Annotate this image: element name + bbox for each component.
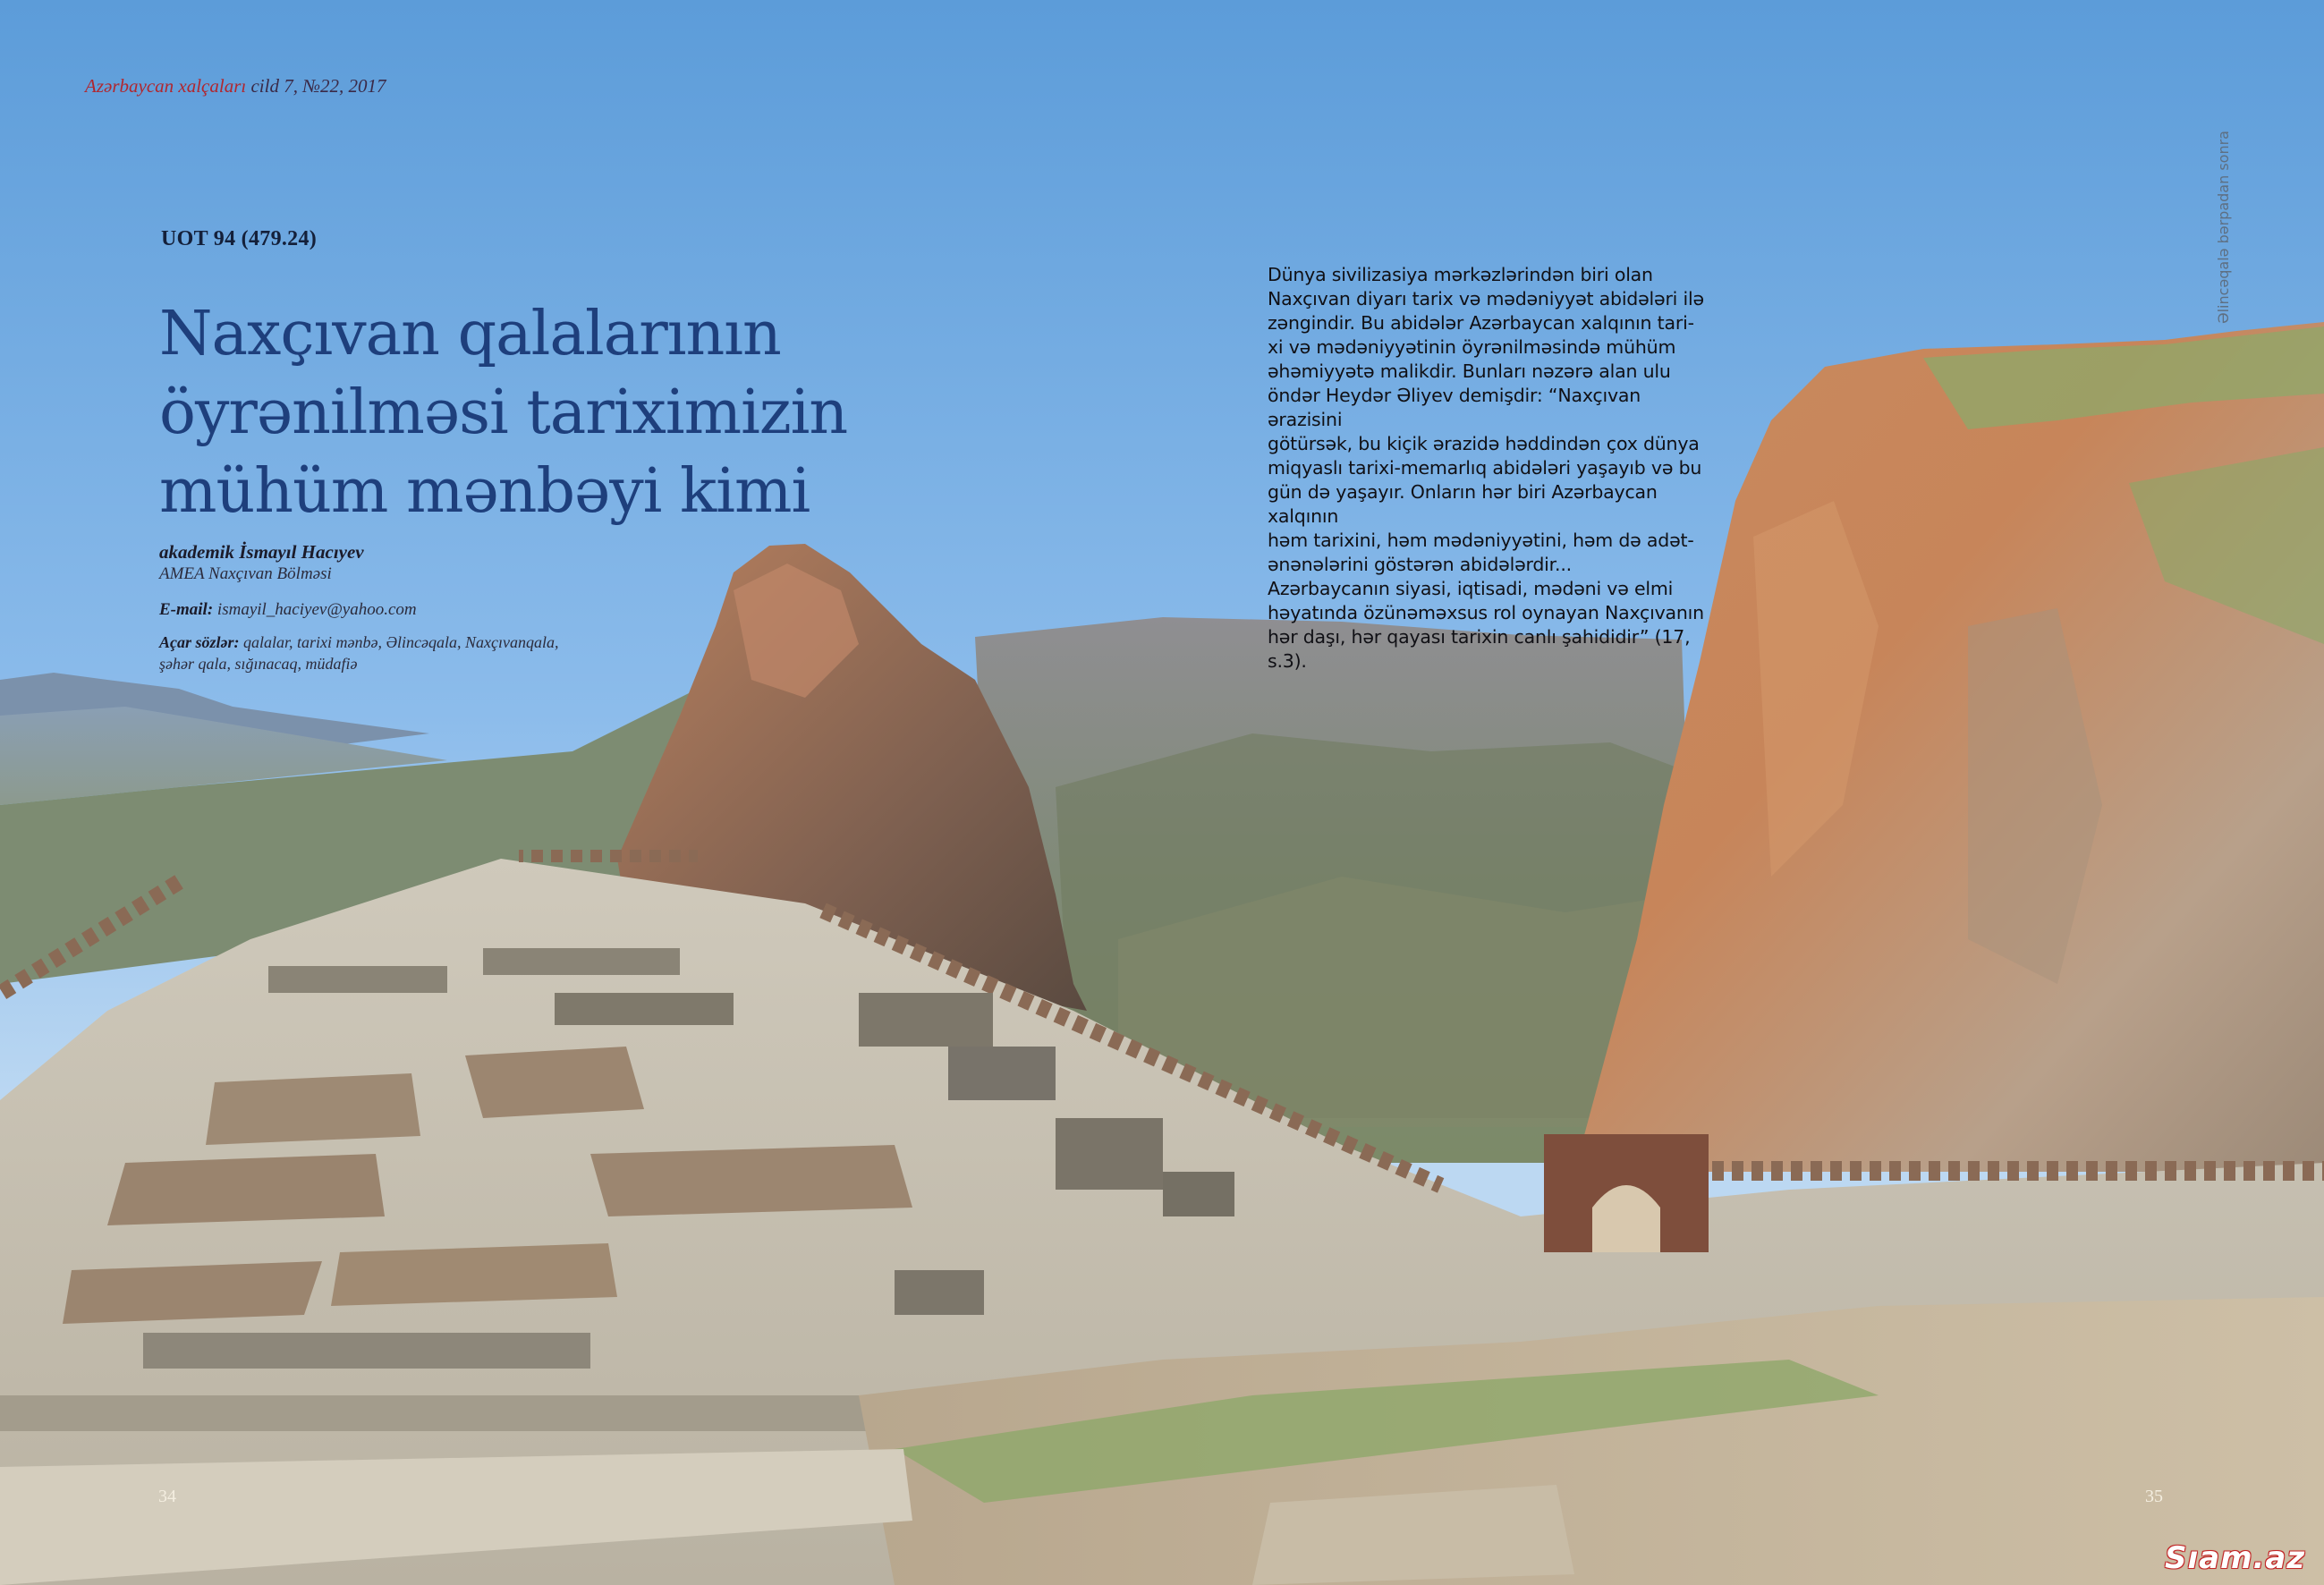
- email-label: E-mail:: [159, 600, 214, 619]
- body-line: həyatında özünəməxsus rol oynayan Naxçıvanın: [1268, 602, 1704, 623]
- body-line: öndər Heydər Əliyev demişdir: “Naxçıvan ərazisini: [1268, 385, 1641, 430]
- keywords-text: qalalar, tarixi mənbə, Əlincəqala, Naxçıvanqala,: [239, 633, 559, 651]
- title-line: mühüm mənbəyi kimi: [159, 456, 810, 527]
- email-address[interactable]: ismayil_haciyev@yahoo.com: [213, 600, 417, 619]
- title-line: öyrənilməsi tariximizin: [159, 377, 848, 448]
- body-line: gün də yaşayır. Onların hər biri Azərbaycan xalqının: [1268, 481, 1658, 527]
- body-line: miqyaslı tarixi-memarlıq abidələri yaşayıb və bu: [1268, 457, 1702, 479]
- keywords-label: Açar sözlər:: [159, 633, 240, 651]
- page-number-right: 35: [2145, 1487, 2163, 1506]
- intro-paragraph: [1268, 263, 1715, 674]
- body-line: ənənələrini göstərən abidələrdir...: [1268, 554, 1572, 575]
- title-line: Naxçıvan qalalarının: [159, 299, 781, 369]
- body-line: hər daşı, hər qayası tarixin canlı şahididir” (17, s.3).: [1268, 626, 1691, 672]
- issue-info: cild 7, №22, 2017: [246, 75, 386, 97]
- email-line: [159, 599, 660, 621]
- author-affiliation: AMEA Naxçıvan Bölməsi: [159, 564, 332, 583]
- running-head: [85, 75, 386, 97]
- journal-name: Azərbaycan xalçaları: [85, 75, 247, 97]
- keywords: [159, 631, 660, 674]
- photo-caption: Əlincəqalə bərpadan sonra: [2215, 131, 2232, 324]
- body-line: həm tarixini, həm mədəniyyətini, həm də adət-: [1268, 530, 1694, 551]
- author-block: [159, 540, 660, 674]
- body-line: götürsək, bu kiçik ərazidə həddindən çox dünya: [1268, 433, 1700, 454]
- keywords-text: şəhər qala, sığınacaq, müdafiə: [159, 655, 358, 673]
- body-line: Azərbaycanın siyasi, iqtisadi, mədəni və elmi: [1268, 578, 1674, 599]
- body-line: Naxçıvan diyarı tarix və mədəniyyət abidələri ilə: [1268, 288, 1704, 309]
- site-watermark: Sıam.az: [2165, 1540, 2306, 1576]
- body-line: xi və mədəniyyətinin öyrənilməsində mühüm: [1268, 336, 1676, 358]
- body-line: zəngindir. Bu abidələr Azərbaycan xalqının tari-: [1268, 312, 1694, 334]
- page-number-left: 34: [158, 1487, 176, 1506]
- body-line: Dünya sivilizasiya mərkəzlərindən biri olan: [1268, 264, 1653, 285]
- udc-code: UOT 94 (479.24): [161, 227, 318, 250]
- article-title: [159, 295, 893, 531]
- author-name: akademik İsmayıl Hacıyev: [159, 541, 364, 563]
- body-line: əhəmiyyətə malikdir. Bunları nəzərə alan ulu: [1268, 360, 1671, 382]
